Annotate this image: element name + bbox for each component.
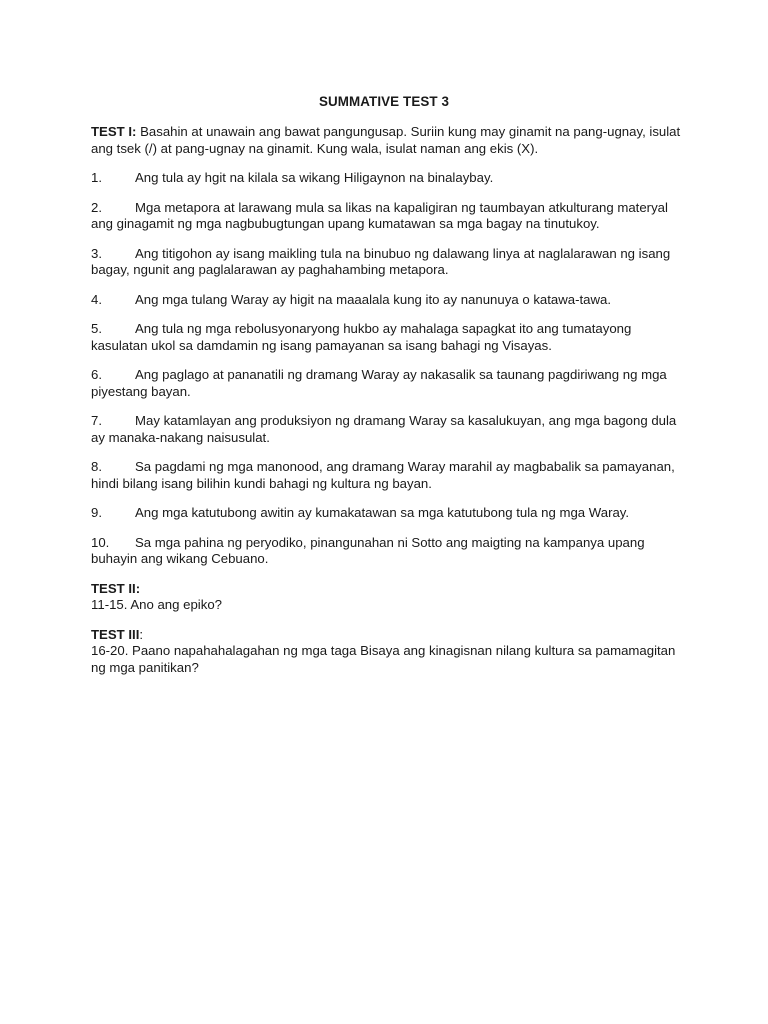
item-text: Ang mga katutubong awitin ay kumakatawan sa mga katutubong tula ng mga Waray.	[135, 505, 630, 520]
item-text: Ang titigohon ay isang maikling tula na binubuo ng dalawang linya at naglalarawan ng isang bagay, ngunit ang paglalarawan ay paghahambing metapora.	[91, 245, 671, 277]
item-number: 7.	[91, 413, 102, 428]
item-number: 9.	[91, 505, 102, 520]
document-title: SUMMATIVE TEST 3	[318, 94, 450, 109]
test1-items-list	[91, 170, 681, 568]
item-text: Ang tula ay hgit na kilala sa wikang Hiligaynon na binalaybay.	[135, 170, 494, 185]
list-item	[91, 200, 681, 233]
test3-label: TEST III	[91, 626, 140, 642]
test2-question: 11-15. Ano ang epiko?	[91, 597, 223, 612]
item-text: Mga metapora at larawang mula sa likas na kapaligiran ng taumbayan atkulturang materyal ang ginagamit ng mga nagbubugtungan upang kumatawan sa mga bagay na tinutukoy.	[91, 199, 668, 231]
document-body	[91, 124, 681, 689]
item-text: Ang mga tulang Waray ay higit na maaalala kung ito ay nanunuya o katawa-tawa.	[135, 291, 612, 307]
test1-instructions-text: Basahin at unawain ang bawat pangungusap. Suriin kung may ginamit na pang-ugnay, isulat ang tsek (/) at pang-ugnay na ginamit. Kung wala, isulat naman ang ekis (X).	[91, 124, 681, 156]
item-number: 2.	[91, 199, 102, 215]
list-item	[91, 459, 681, 492]
item-number: 1.	[91, 170, 102, 185]
list-item	[91, 535, 681, 568]
test1-label: TEST I:	[91, 124, 137, 139]
item-number: 3.	[91, 245, 102, 261]
item-text: Ang paglago at pananatili ng dramang Waray ay nakasalik sa taunang pagdiriwang ng mga piyestang bayan.	[91, 367, 667, 399]
item-text: Ang tula ng mga rebolusyonaryong hukbo ay mahalaga sapagkat ito ang tumatayong kasulatan ukol sa damdamin ng isang pamayanan sa isang bahagi ng Visayas.	[91, 321, 632, 353]
item-text: Sa pagdami ng mga manonood, ang dramang Waray marahil ay magbabalik sa pamayanan, hindi bilang isang bilihin kundi bahagi ng kultura ng bayan.	[91, 459, 675, 491]
item-text: May katamlayan ang produksiyon ng dramang Waray sa kasalukuyan, ang mga bagong dula ay manaka-nakang naisusulat.	[91, 413, 677, 445]
list-item	[91, 367, 681, 400]
test3-heading	[91, 627, 681, 644]
list-item	[91, 170, 681, 187]
item-number: 8.	[91, 459, 102, 474]
list-item	[91, 413, 681, 446]
list-item	[91, 292, 681, 309]
item-number: 6.	[91, 367, 102, 382]
list-item	[91, 321, 681, 354]
item-number: 10.	[91, 534, 110, 550]
list-item	[91, 505, 681, 522]
item-text: Sa mga pahina ng peryodiko, pinangunahan ni Sotto ang maigting na kampanya upang buhayin ang wikang Cebuano.	[91, 534, 645, 566]
item-number: 4.	[91, 291, 102, 307]
test1-instructions	[91, 124, 681, 157]
test3-label-suffix: :	[139, 626, 144, 642]
test2-label: TEST II:	[91, 580, 141, 596]
item-number: 5.	[91, 321, 102, 336]
test3-question: 16-20. Paano napahahalagahan ng mga taga Bisaya ang kinagisnan nilang kultura sa pamamagitan ng mga panitikan?	[91, 643, 676, 675]
list-item	[91, 246, 681, 279]
